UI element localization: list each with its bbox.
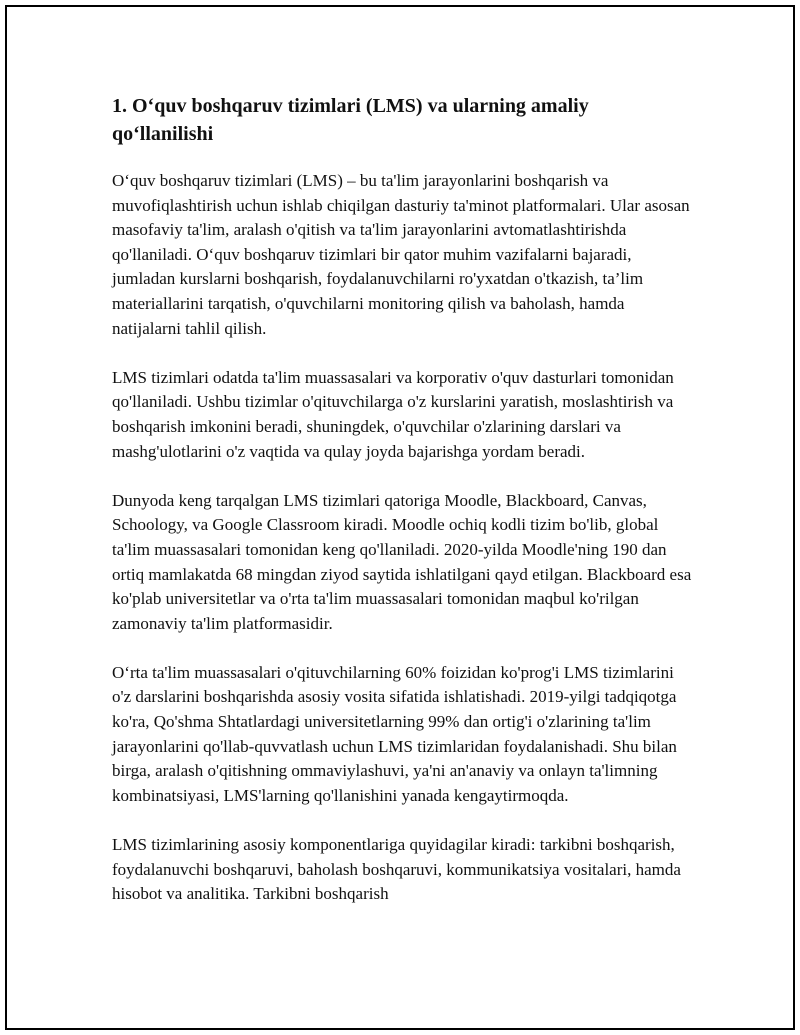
paragraph-lms-statistics: O‘rta ta'lim muassasalari o'qituvchilarning 60% foizidan ko'prog'i LMS tizimlarini o'z darslarini boshqarishda asosiy vosita sifatida ishlatishadi. 2019-yilgi tadqiqotga ko'ra, Qo'shma Shtatlardagi universitetlarning 99% dan ortig'i o'zlarining ta'lim jarayonlarini qo'llab-quvvatlash uchun LMS tizimlaridan foydalanishadi. Shu bilan birga, aralash o'qitishning ommaviylashuvi, ya'ni an'anaviy va onlayn ta'limning kombinatsiyasi, LMS'larning qo'llanishini yanada kengaytirmoqda. — [112, 662, 677, 805]
paragraph-lms-definition: O‘quv boshqaruv tizimlari (LMS) – bu ta'lim jarayonlarini boshqarish va muvofiqlashtirish uchun ishlab chiqilgan dasturiy ta'minot platformalari. Ular asosan masofaviy ta'lim, aralash o'qitish va ta'lim jarayonlarini avtomatlashtirishda qo'llaniladi. O‘quv boshqaruv tizimlari bir qator muhim vazifalarni bajaradi, jumladan kurslarni boshqarish, foydalanuvchilarni ro'yxatdan o'tkazish, ta’lim materiallarini tarqatish, o'quvchilarni monitoring qilish va baholash, hamda natijalarni tahlil qilish. — [112, 171, 690, 338]
paragraph-lms-examples: Dunyoda keng tarqalgan LMS tizimlari qatoriga Moodle, Blackboard, Canvas, Schoology, va Google Classroom kiradi. Moodle ochiq kodli tizim bo'lib, global ta'lim muassasalari tomonidan keng qo'llaniladi. 2020-yilda Moodle'ning 190 dan ortiq mamlakatda 68 mingdan ziyod saytida ishlatilgani qayd etilgan. Blackboard esa ko'plab universitetlar va o'rta ta'lim muassasalari tomonidan maqbul ko'rilgan zamonaviy ta'lim platformasidir. — [112, 490, 692, 633]
paragraph-lms-components: LMS tizimlarining asosiy komponentlariga quyidagilar kiradi: tarkibni boshqarish, foydalanuvchi boshqaruvi, baholash boshqaruvi, kommunikatsiya vositalari, hamda hisobot va analitika. Tarkibni boshqarish — [112, 835, 681, 904]
document-body — [112, 92, 692, 931]
paragraph-lms-usage: LMS tizimlari odatda ta'lim muassasalari va korporativ o'quv dasturlari tomonidan qo'llaniladi. Ushbu tizimlar o'qituvchilarga o'z kurslarini yaratish, moslashtirish va boshqarish imkonini beradi, shuningdek, o'quvchilar o'zlarining darslari va mashg'ulotlarini o'z vaqtida va qulay joyda bajarishga yordam beradi. — [112, 367, 674, 461]
section-heading: 1. O‘quv boshqaruv tizimlari (LMS) va ularning amaliy qo‘llanilishi — [112, 95, 589, 145]
